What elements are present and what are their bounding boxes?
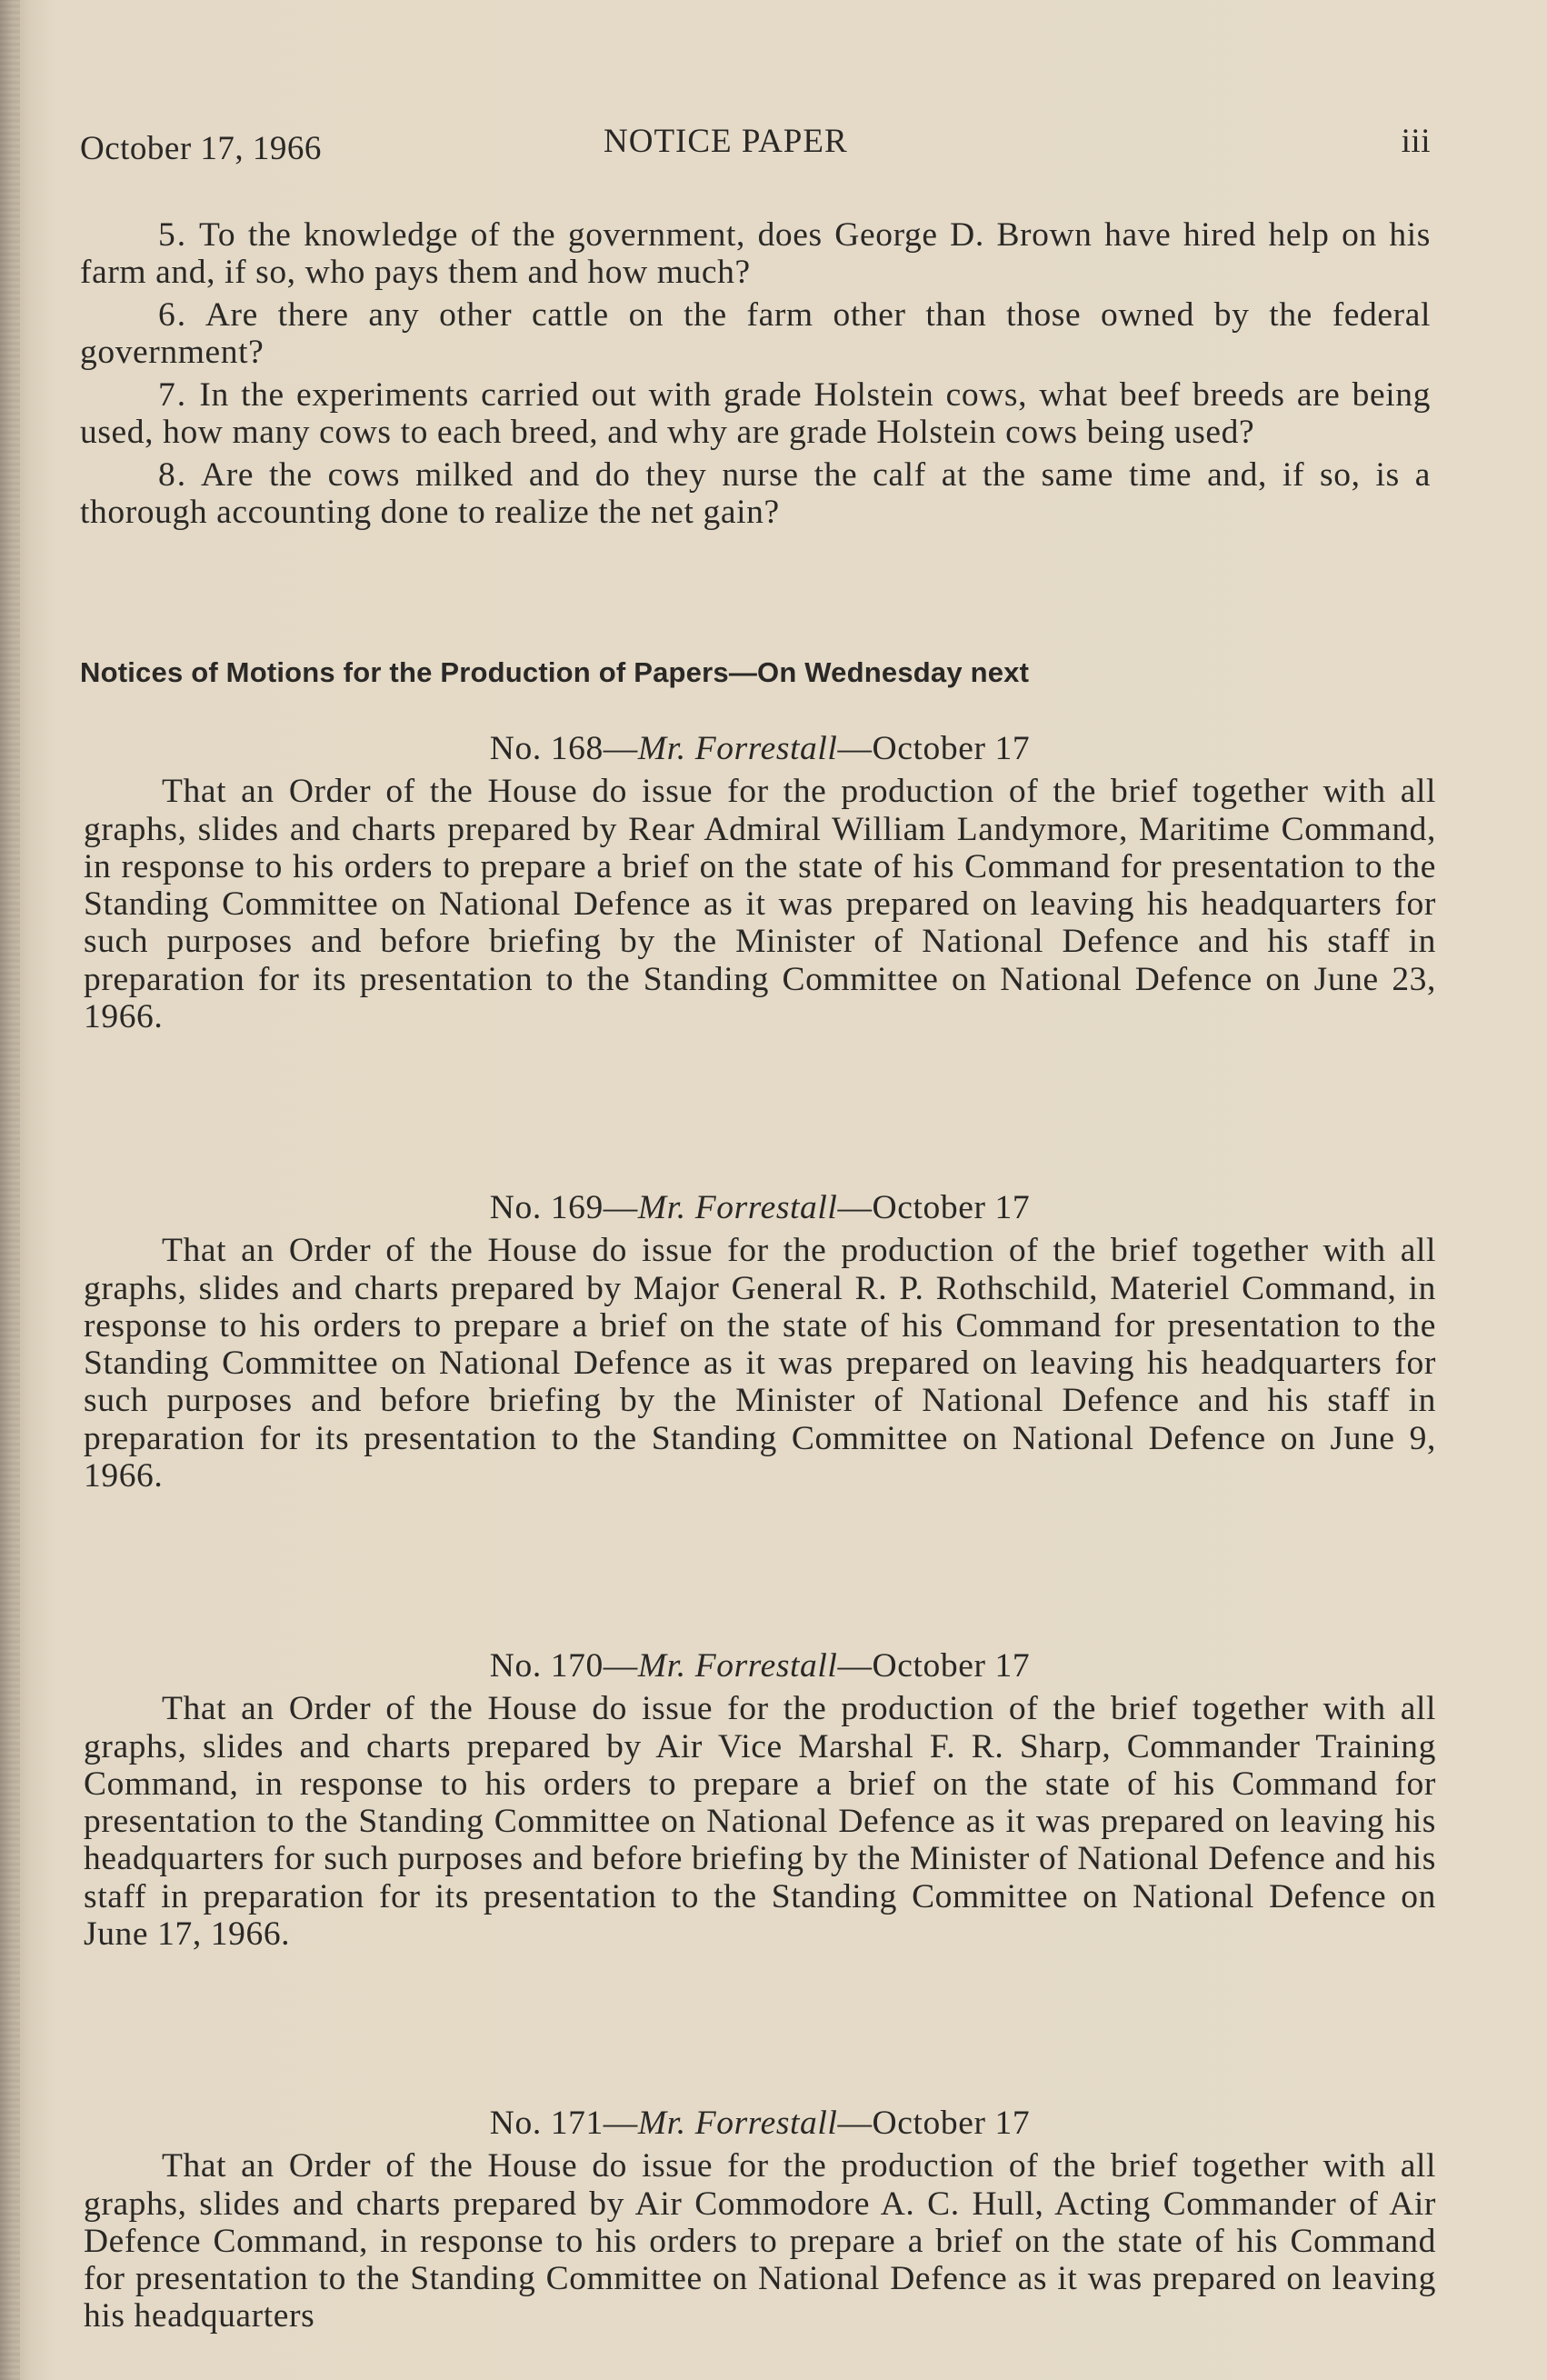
question-item: [80, 296, 1431, 371]
motion-text: That an Order of the House do issue for the production of the brief together with all graphs, slides and charts prepared by Major General R. P. Rothschild, Materiel Command, in response to his orders to prepare a brief on the state of his Command for presentation to the Standing Committee on National Defence as it was prepared on leaving his headquarters for such purposes and before briefing by the Minister of National Defence and his staff in preparation for its presentation to the Standing Committee on National Defence on June 9, 1966.: [84, 1232, 1436, 1495]
section-heading: Notices of Motions for the Production of Papers—On Wednesday next: [80, 656, 1030, 688]
motion-number: No. 170—: [489, 1647, 638, 1685]
motion-date: —October 17: [837, 730, 1031, 767]
motion-heading: [84, 1647, 1436, 1685]
question-text: Are there any other cattle on the farm other than those owned by the federal government?: [80, 296, 1431, 371]
motion-member: Mr. Forrestall: [637, 2105, 838, 2142]
motion-heading: [84, 730, 1436, 767]
question-number: 6.: [158, 296, 188, 334]
motion-member: Mr. Forrestall: [637, 730, 838, 767]
question-text: In the experiments carried out with grade Holstein cows, what beef breeds are being used, how many cows to each breed, and why are grade Holstein cows being used?: [80, 376, 1431, 451]
motion-number: No. 169—: [489, 1189, 638, 1226]
motion-text: That an Order of the House do issue for the production of the brief together with all graphs, slides and charts prepared by Rear Admiral William Landymore, Maritime Command, in response to his orders to prepare a brief on the state of his Command for presentation to the Standing Committee on National Defence as it was prepared on leaving his headquarters for such purposes and before briefing by the Minister of National Defence and his staff in preparation for its presentation to the Standing Committee on National Defence on June 23, 1966.: [84, 773, 1436, 1036]
question-list: [80, 216, 1431, 536]
header-title: NOTICE PAPER: [604, 123, 848, 160]
page-header: [80, 122, 1431, 176]
question-text: Are the cows milked and do they nurse the calf at the same time and, if so, is a thorough accounting done to realize the net gain?: [80, 456, 1431, 531]
motion-number: No. 168—: [489, 730, 638, 767]
motion-heading: [84, 2105, 1436, 2142]
question-number: 7.: [158, 376, 188, 414]
question-number: 5.: [158, 216, 188, 254]
question-item: [80, 376, 1431, 451]
motion-169: [84, 1189, 1436, 1495]
motion-date: —October 17: [837, 1647, 1031, 1685]
header-page-number: iii: [1401, 123, 1431, 160]
motion-text: That an Order of the House do issue for the production of the brief together with all graphs, slides and charts prepared by Air Vice Marshal F. R. Sharp, Commander Training Command, in response to his orders to prepare a brief on the state of his Command for presentation to the Standing Committee on National Defence as it was prepared on leaving his headquarters for such purposes and before briefing by the Minister of National Defence and his staff in preparation for its presentation to the Standing Committee on National Defence on June 17, 1966.: [84, 1690, 1436, 1954]
header-date: October 17, 1966: [80, 130, 322, 167]
motion-text: That an Order of the House do issue for the production of the brief together with all graphs, slides and charts prepared by Air Commodore A. C. Hull, Acting Commander of Air Defence Command, in response to his orders to prepare a brief on the state of his Command for presentation to the Standing Committee on National Defence as it was prepared on leaving his headquarters: [84, 2147, 1436, 2335]
question-number: 8.: [158, 456, 188, 494]
motion-number: No. 171—: [489, 2105, 638, 2142]
motion-171: [84, 2105, 1436, 2335]
motion-heading: [84, 1189, 1436, 1226]
motion-member: Mr. Forrestall: [637, 1647, 838, 1685]
question-text: To the knowledge of the government, does George D. Brown have hired help on his farm and, if so, who pays them and how much?: [80, 216, 1431, 291]
motion-168: [84, 730, 1436, 1035]
question-item: [80, 216, 1431, 291]
motion-date: —October 17: [837, 1189, 1031, 1226]
motion-member: Mr. Forrestall: [637, 1189, 838, 1226]
motion-170: [84, 1647, 1436, 1953]
motion-date: —October 17: [837, 2105, 1031, 2142]
question-item: [80, 456, 1431, 531]
